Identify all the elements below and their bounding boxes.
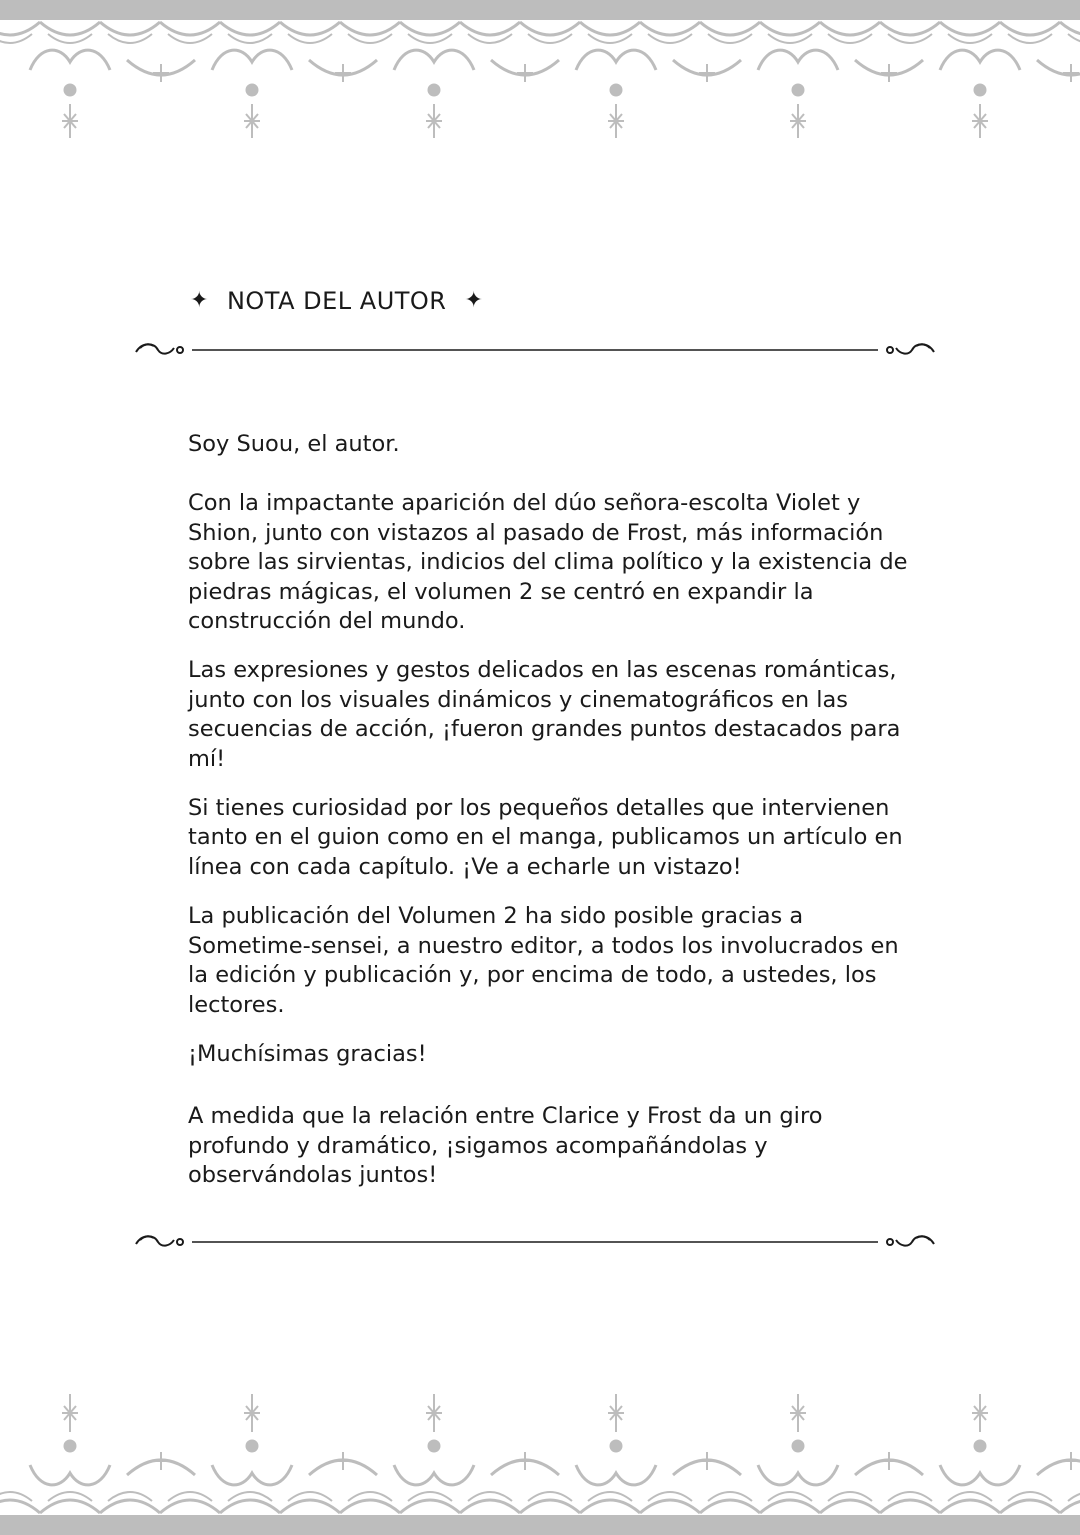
paragraph: La publicación del Volumen 2 ha sido posible gracias a Sometime-sensei, a nuestro editor, a todos los involucrados en la edición y publicación y, por encima de todo, a ustedes, los lectores. — [188, 903, 899, 1018]
bottom-divider — [130, 1230, 940, 1254]
bottom-lace-ornament — [0, 1380, 1080, 1535]
paragraph: Con la impactante aparición del dúo señora-escolta Violet y Shion, junto con vistazos al pasado de Frost, más información sobre las sirvientas, indicios del clima político y la existencia de piedras mágicas, el volumen 2 se centró en expandir la construcción del mundo. — [188, 490, 908, 635]
top-lace-border — [0, 0, 1080, 160]
bottom-lace-border — [0, 1380, 1080, 1535]
sparkle-icon: ✦ — [190, 288, 209, 313]
flourish-swirl-icon — [887, 344, 934, 353]
top-lace-ornament — [0, 0, 1080, 160]
section-title — [190, 283, 483, 319]
paragraph-thanks: ¡Muchísimas gracias! — [188, 1040, 427, 1067]
author-note-body — [188, 430, 918, 1211]
paragraph: Si tienes curiosidad por los pequeños detalles que intervienen tanto en el guion como en el manga, publicamos un artículo en línea con cada capítulo. ¡Ve a echarle un vistazo! — [188, 795, 903, 880]
paragraph-closing: A medida que la relación entre Clarice y Frost da un giro profundo y dramático, ¡sigamos acompañándolas y observándolas juntos! — [188, 1103, 823, 1189]
flourish-swirl-icon — [887, 1236, 934, 1245]
top-divider — [130, 338, 940, 362]
sparkle-icon: ✦ — [464, 288, 484, 313]
flourish-swirl-icon — [136, 344, 183, 353]
paragraph-intro: Soy Suou, el autor. — [188, 431, 400, 457]
title-text: NOTA DEL AUTOR — [226, 287, 447, 315]
paragraph: Las expresiones y gestos delicados en las escenas románticas, junto con los visuales dinámicos y cinematográficos en las secuencias de acción, ¡fueron grandes puntos destacados para mí! — [188, 657, 901, 772]
flourish-swirl-icon — [136, 1236, 183, 1245]
